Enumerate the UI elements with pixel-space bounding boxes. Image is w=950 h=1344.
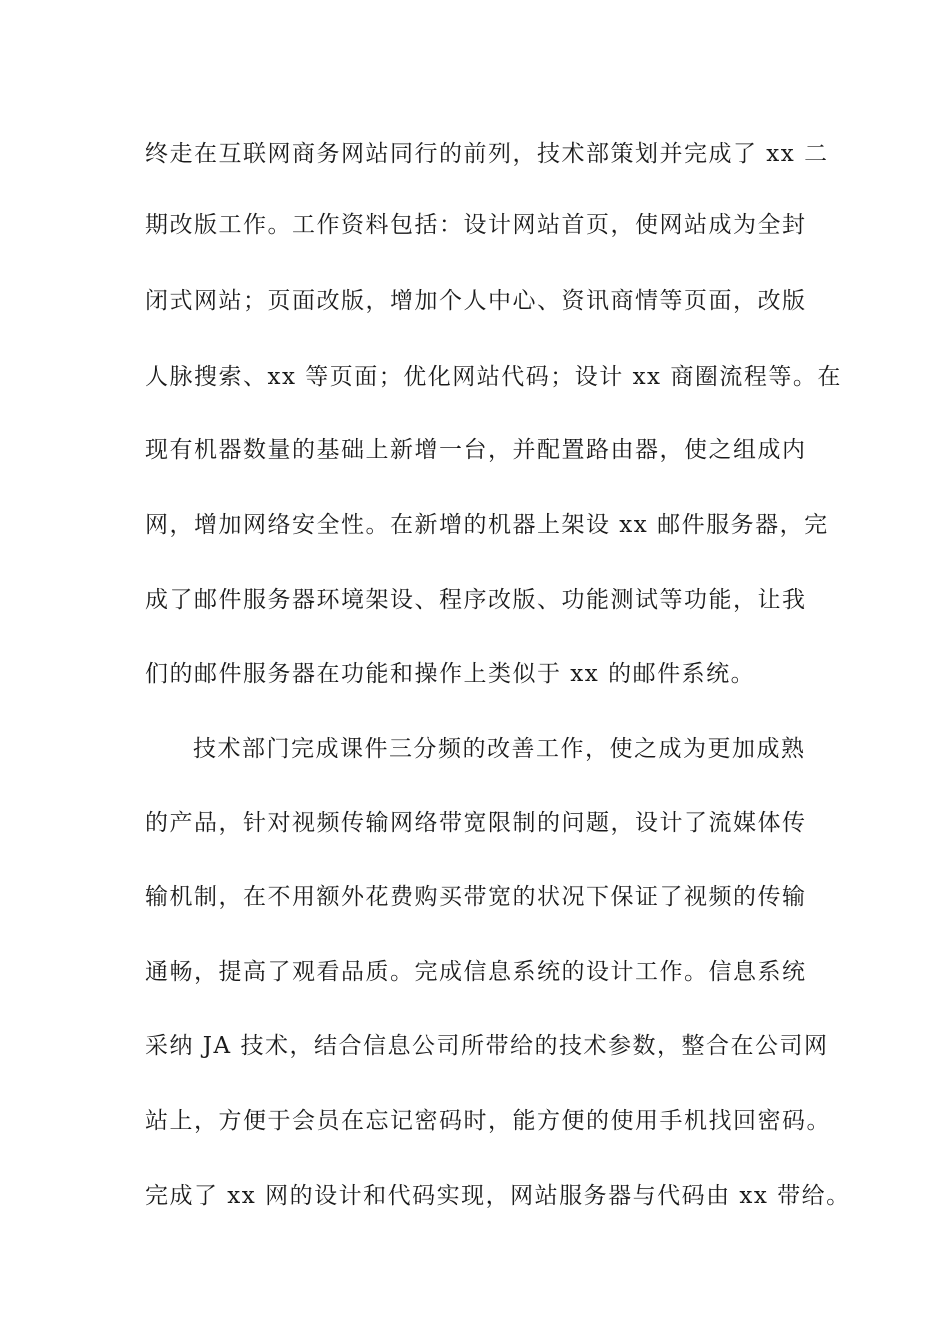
paragraph-line: 站上，方便于会员在忘记密码时，能方便的使用手机找回密码。 [145, 1108, 831, 1134]
paragraph-first-line: 技术部门完成课件三分频的改善工作，使之成为更加成熟 [193, 736, 806, 762]
paragraph-line: 闭式网站；页面改版，增加个人中心、资讯商情等页面，改版 [145, 288, 807, 314]
paragraph-line: 通畅，提高了观看品质。完成信息系统的设计工作。信息系统 [145, 959, 807, 985]
paragraph-line: 输机制，在不用额外花费购买带宽的状况下保证了视频的传输 [145, 884, 807, 910]
paragraph-line: 终走在互联网商务网站同行的前列，技术部策划并完成了 xx 二 [145, 141, 829, 167]
paragraph-line: 现有机器数量的基础上新增一台，并配置路由器，使之组成内 [145, 437, 807, 463]
paragraph-line: 完成了 xx 网的设计和代码实现，网站服务器与代码由 xx 带给。 [145, 1183, 851, 1209]
paragraph-line: 网，增加网络安全性。在新增的机器上架设 xx 邮件服务器，完 [145, 512, 829, 538]
paragraph-line: 成了邮件服务器环境架设、程序改版、功能测试等功能，让我 [145, 587, 807, 613]
paragraph-line: 采纳 JA 技术，结合信息公司所带给的技术参数，整合在公司网 [145, 1033, 829, 1059]
paragraph-line: 的产品，针对视频传输网络带宽限制的问题，设计了流媒体传 [145, 810, 807, 836]
paragraph-line: 人脉搜索、xx 等页面；优化网站代码；设计 xx 商圈流程等。在 [145, 364, 842, 390]
paragraph-line: 期改版工作。工作资料包括：设计网站首页，使网站成为全封 [145, 212, 807, 238]
paragraph-line: 们的邮件服务器在功能和操作上类似于 xx 的邮件系统。 [145, 661, 756, 687]
